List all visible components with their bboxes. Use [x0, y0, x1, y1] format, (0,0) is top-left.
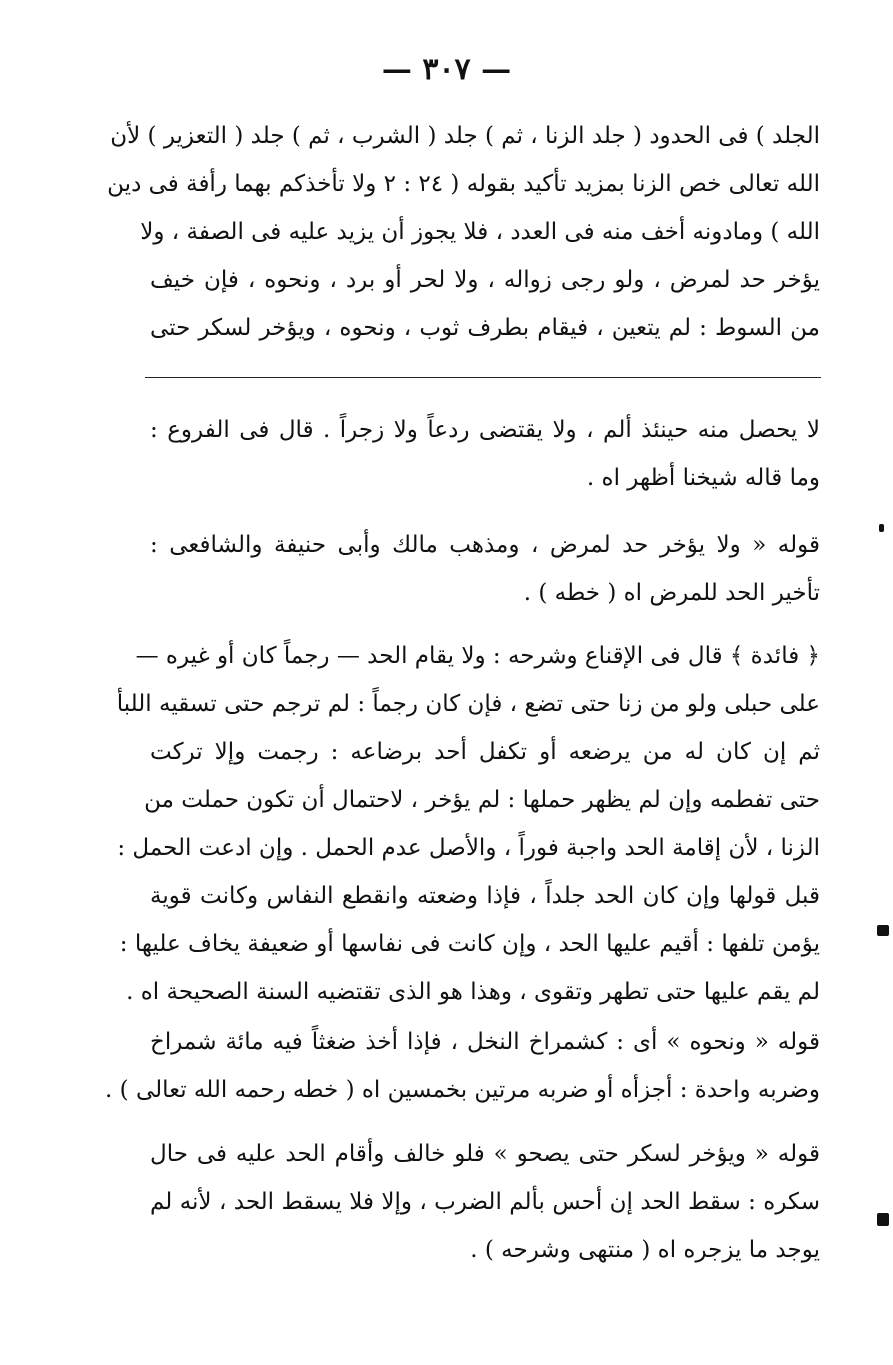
margin-binding-mark [877, 925, 889, 936]
footnote-line: الزنا ، لأن إقامة الحد واجبة فوراً ، والأصل عدم الحمل . وإن ادعت الحمل : [117, 835, 820, 861]
footnote-line: على حبلى ولو من زنا حتى تضع ، فإن كان رجماً : لم ترجم حتى تسقيه اللبأ [116, 691, 820, 717]
margin-binding-mark [877, 1213, 889, 1226]
footnote-line: قبل قولها وإن كان الحد جلداً ، فإذا وضعته وانقطع النفاس وكانت قوية [150, 883, 820, 909]
footnote-line: حتى تفطمه وإن لم يظهر حملها : لم يؤخر ، لاحتمال أن تكون حملت من [144, 787, 820, 813]
footnote-4 [105, 1018, 820, 1114]
footnote-line: سكره : سقط الحد إن أحس بألم الضرب ، وإلا فلا يسقط الحد ، لأنه لم [150, 1189, 820, 1215]
footnote-line: يوجد ما يزجره اه ( منتهى وشرحه ) . [470, 1237, 820, 1263]
footnote-3 [116, 632, 820, 1016]
margin-binding-mark [879, 524, 884, 532]
footnote-line: ثم إن كان له من يرضعه أو تكفل أحد برضاعه : رجمت وإلا تركت [150, 739, 820, 765]
footnote-5 [150, 1130, 820, 1274]
footnote-line: قوله « ونحوه » أى : كشمراخ النخل ، فإذا أخذ ضغثاً فيه مائة شمراخ [150, 1029, 820, 1055]
footnote-line: وما قاله شيخنا أظهر اه . [586, 465, 820, 491]
footnote-1 [150, 406, 820, 502]
footnote-line: يؤمن تلفها : أقيم عليها الحد ، وإن كانت فى نفاسها أو ضعيفة يخاف عليها : [119, 931, 820, 957]
main-text-line: يؤخر حد لمرض ، ولو رجى زواله ، ولا لحر أو برد ، ونحوه ، فإن خيف [150, 267, 820, 293]
main-text-line: الله تعالى خص الزنا بمزيد تأكيد بقوله ( ٢٤ : ٢ ولا تأخذكم بهما رأفة فى دين [107, 171, 820, 197]
footnote-line: تأخير الحد للمرض اه ( خطه ) . [523, 580, 820, 606]
page-number: — ٣٠٧ — [381, 52, 512, 87]
footnote-line: وضربه واحدة : أجزأه أو ضربه مرتين بخمسين اه ( خطه رحمه الله تعالى ) . [105, 1077, 820, 1103]
main-text-line: الله ) ومادونه أخف منه فى العدد ، فلا يجوز أن يزيد عليه فى الصفة ، ولا [140, 219, 820, 245]
main-text [107, 112, 820, 352]
footnote-2 [150, 521, 820, 617]
main-text-line: الجلد ) فى الحدود ( جلد الزنا ، ثم ) جلد ( الشرب ، ثم ) جلد ( التعزير ) لأن [110, 123, 820, 149]
footnote-line: قوله « ويؤخر لسكر حتى يصحو » فلو خالف وأقام الحد عليه فى حال [150, 1141, 820, 1167]
footnote-line: قوله « ولا يؤخر حد لمرض ، ومذهب مالك وأبى حنيفة والشافعى : [150, 532, 820, 558]
main-text-line: من السوط : لم يتعين ، فيقام بطرف ثوب ، ونحوه ، ويؤخر لسكر حتى [150, 315, 820, 341]
footnote-line: ﴿ فائدة ﴾ قال فى الإقناع وشرحه : ولا يقام الحد — رجماً كان أو غيره — [135, 643, 820, 669]
footnote-divider [145, 377, 821, 378]
footnote-line: لا يحصل منه حينئذ ألم ، ولا يقتضى ردعاً ولا زجراً . قال فى الفروع : [150, 417, 820, 443]
footnote-line: لم يقم عليها حتى تطهر وتقوى ، وهذا هو الذى تقتضيه السنة الصحيحة اه . [126, 979, 820, 1005]
